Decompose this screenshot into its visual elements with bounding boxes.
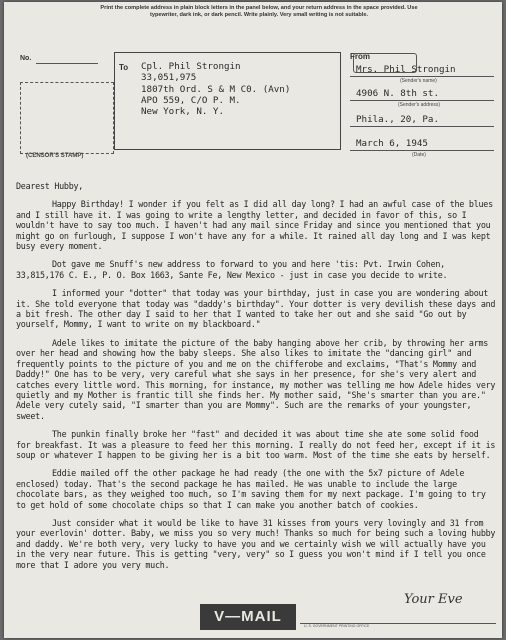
from-label: From xyxy=(350,52,370,61)
letter-body xyxy=(16,181,496,578)
censor-stamp-label: (CENSOR'S STAMP) xyxy=(26,153,84,159)
vmail-sheet xyxy=(4,2,502,638)
sender-address: 4906 N. 8th st. xyxy=(350,88,494,101)
recipient-unit: 1807th Ord. S & M C0. (Avn) xyxy=(141,83,291,95)
recipient-apo: APO 559, C/O P. M. xyxy=(141,94,241,106)
signature: Your Eve xyxy=(404,592,463,607)
recipient-city: New York, N. Y. xyxy=(141,106,224,118)
vmail-logo: V—MAIL xyxy=(200,604,296,630)
paragraph-kisses: Just consider what it would be like to have 31 kisses from yours very lovingly and 31 from your everlovin' dotter. Baby, we miss you so very much! Thanks so much for being such a loving hubby and daddy. We're both very, very lucky to have you and we certainly wish we will actually have you in the very near future. This is getting "very, very" so I guess you won't mind if I tell you once more that I adore you very much. xyxy=(16,517,496,570)
censor-stamp-box xyxy=(20,82,114,154)
recipient-name: Cpl. Phil Strongin xyxy=(141,61,241,72)
paragraph-birthday: Happy Birthday! I wonder if you felt as I did all day long? I had an awful case of the blues and I still have it. I was going to write a lengthy letter, and decided in favor of this, so I wouldn't have to say too much. I haven't had any mail since Friday and since you mentioned that you might go on furlough, I suppose I won't have any for a while. It rained all day long and I was kept busy every moment. xyxy=(16,199,493,252)
vmail-footer xyxy=(4,592,502,638)
form-instructions: Print the complete address in plain block letters in the panel below, and your return address in the space provided. Use typewriter, dark ink, or dark pencil. Write plainly. Very small writing is not suitable. xyxy=(100,5,418,18)
paragraph-adele: Adele likes to imitate the picture of the baby hanging above her crib, by throwing her arms over her head and showing how the baby sleeps. She also likes to imitate the "dancing girl" and frequently points to the picture of you and me on the chifferobe and exclaims, "That's Mommy and Daddy!" One has to be very, very careful what she says in her presence, for she's very alert and catches every little word. This morning, for instance, my mother was telling me how Adele hides very quietly and my Mother is frantic till she finds her. My mother said, "She's smarter than you are." Adele very cutely said, "I smarter than you are Mommy". Such are the remarks of your youngster, sweet. xyxy=(16,337,496,421)
to-label: To xyxy=(119,63,129,72)
number-line xyxy=(36,63,98,64)
sender-city: Phila., 20, Pa. xyxy=(350,114,494,127)
footer-printing-note: U. S. GOVERNMENT PRINTING OFFICE xyxy=(304,624,370,628)
salutation: Dearest Hubby, xyxy=(16,181,84,191)
recipient-serial: 33,051,975 xyxy=(141,72,197,84)
paragraph-package: Eddie mailed off the other package he had ready (the one with the 5x7 picture of Adele enclosed) today. That's the second package he has mailed. He was unable to include the large chocolate bars, as they weighed too much, so I'm saving them for my next package. I'm going to try to get hold of some chocolate chips so that I can make you another batch of cookies. xyxy=(16,468,486,510)
date-caption: (Date) xyxy=(412,152,426,158)
paragraph-address: Dot gave me Snuff's new address to forward to you and here 'tis: Pvt. Irwin Cohen, 33,815,176 C. E., P. O. Box 1663, Sante Fe, New Mexico - just in case you decide to write. xyxy=(16,259,448,280)
sender-address-caption: (Sender's address) xyxy=(398,102,441,108)
letter-date: March 6, 1945 xyxy=(350,138,494,151)
number-label: No. xyxy=(20,55,32,62)
paragraph-dotter: I informed your "dotter" that today was your birthday, just in case you are wondering about it. She told everyone that today was "daddy's birthday". Your dotter is very devilish these days and a bit fresh. The other day I said to her that I wanted to take her out and she said "Go out by yourself, Mommy, I want to write on my blackboard." xyxy=(16,288,496,330)
paragraph-punkin: The punkin finally broke her "fast" and decided it was about time she ate some solid food for breakfast. It was a pleasure to feed her this morning. I really do not feed her, except if it is soup or whatever I happen to be giving her is a bit too warm. Most of the time she eats by herself. xyxy=(16,429,496,460)
sender-name: Mrs. Phil Strongin xyxy=(350,64,494,77)
sender-name-caption: (Sender's name) xyxy=(400,78,437,84)
recipient-address xyxy=(141,61,290,117)
recipient-address-panel xyxy=(114,52,341,150)
